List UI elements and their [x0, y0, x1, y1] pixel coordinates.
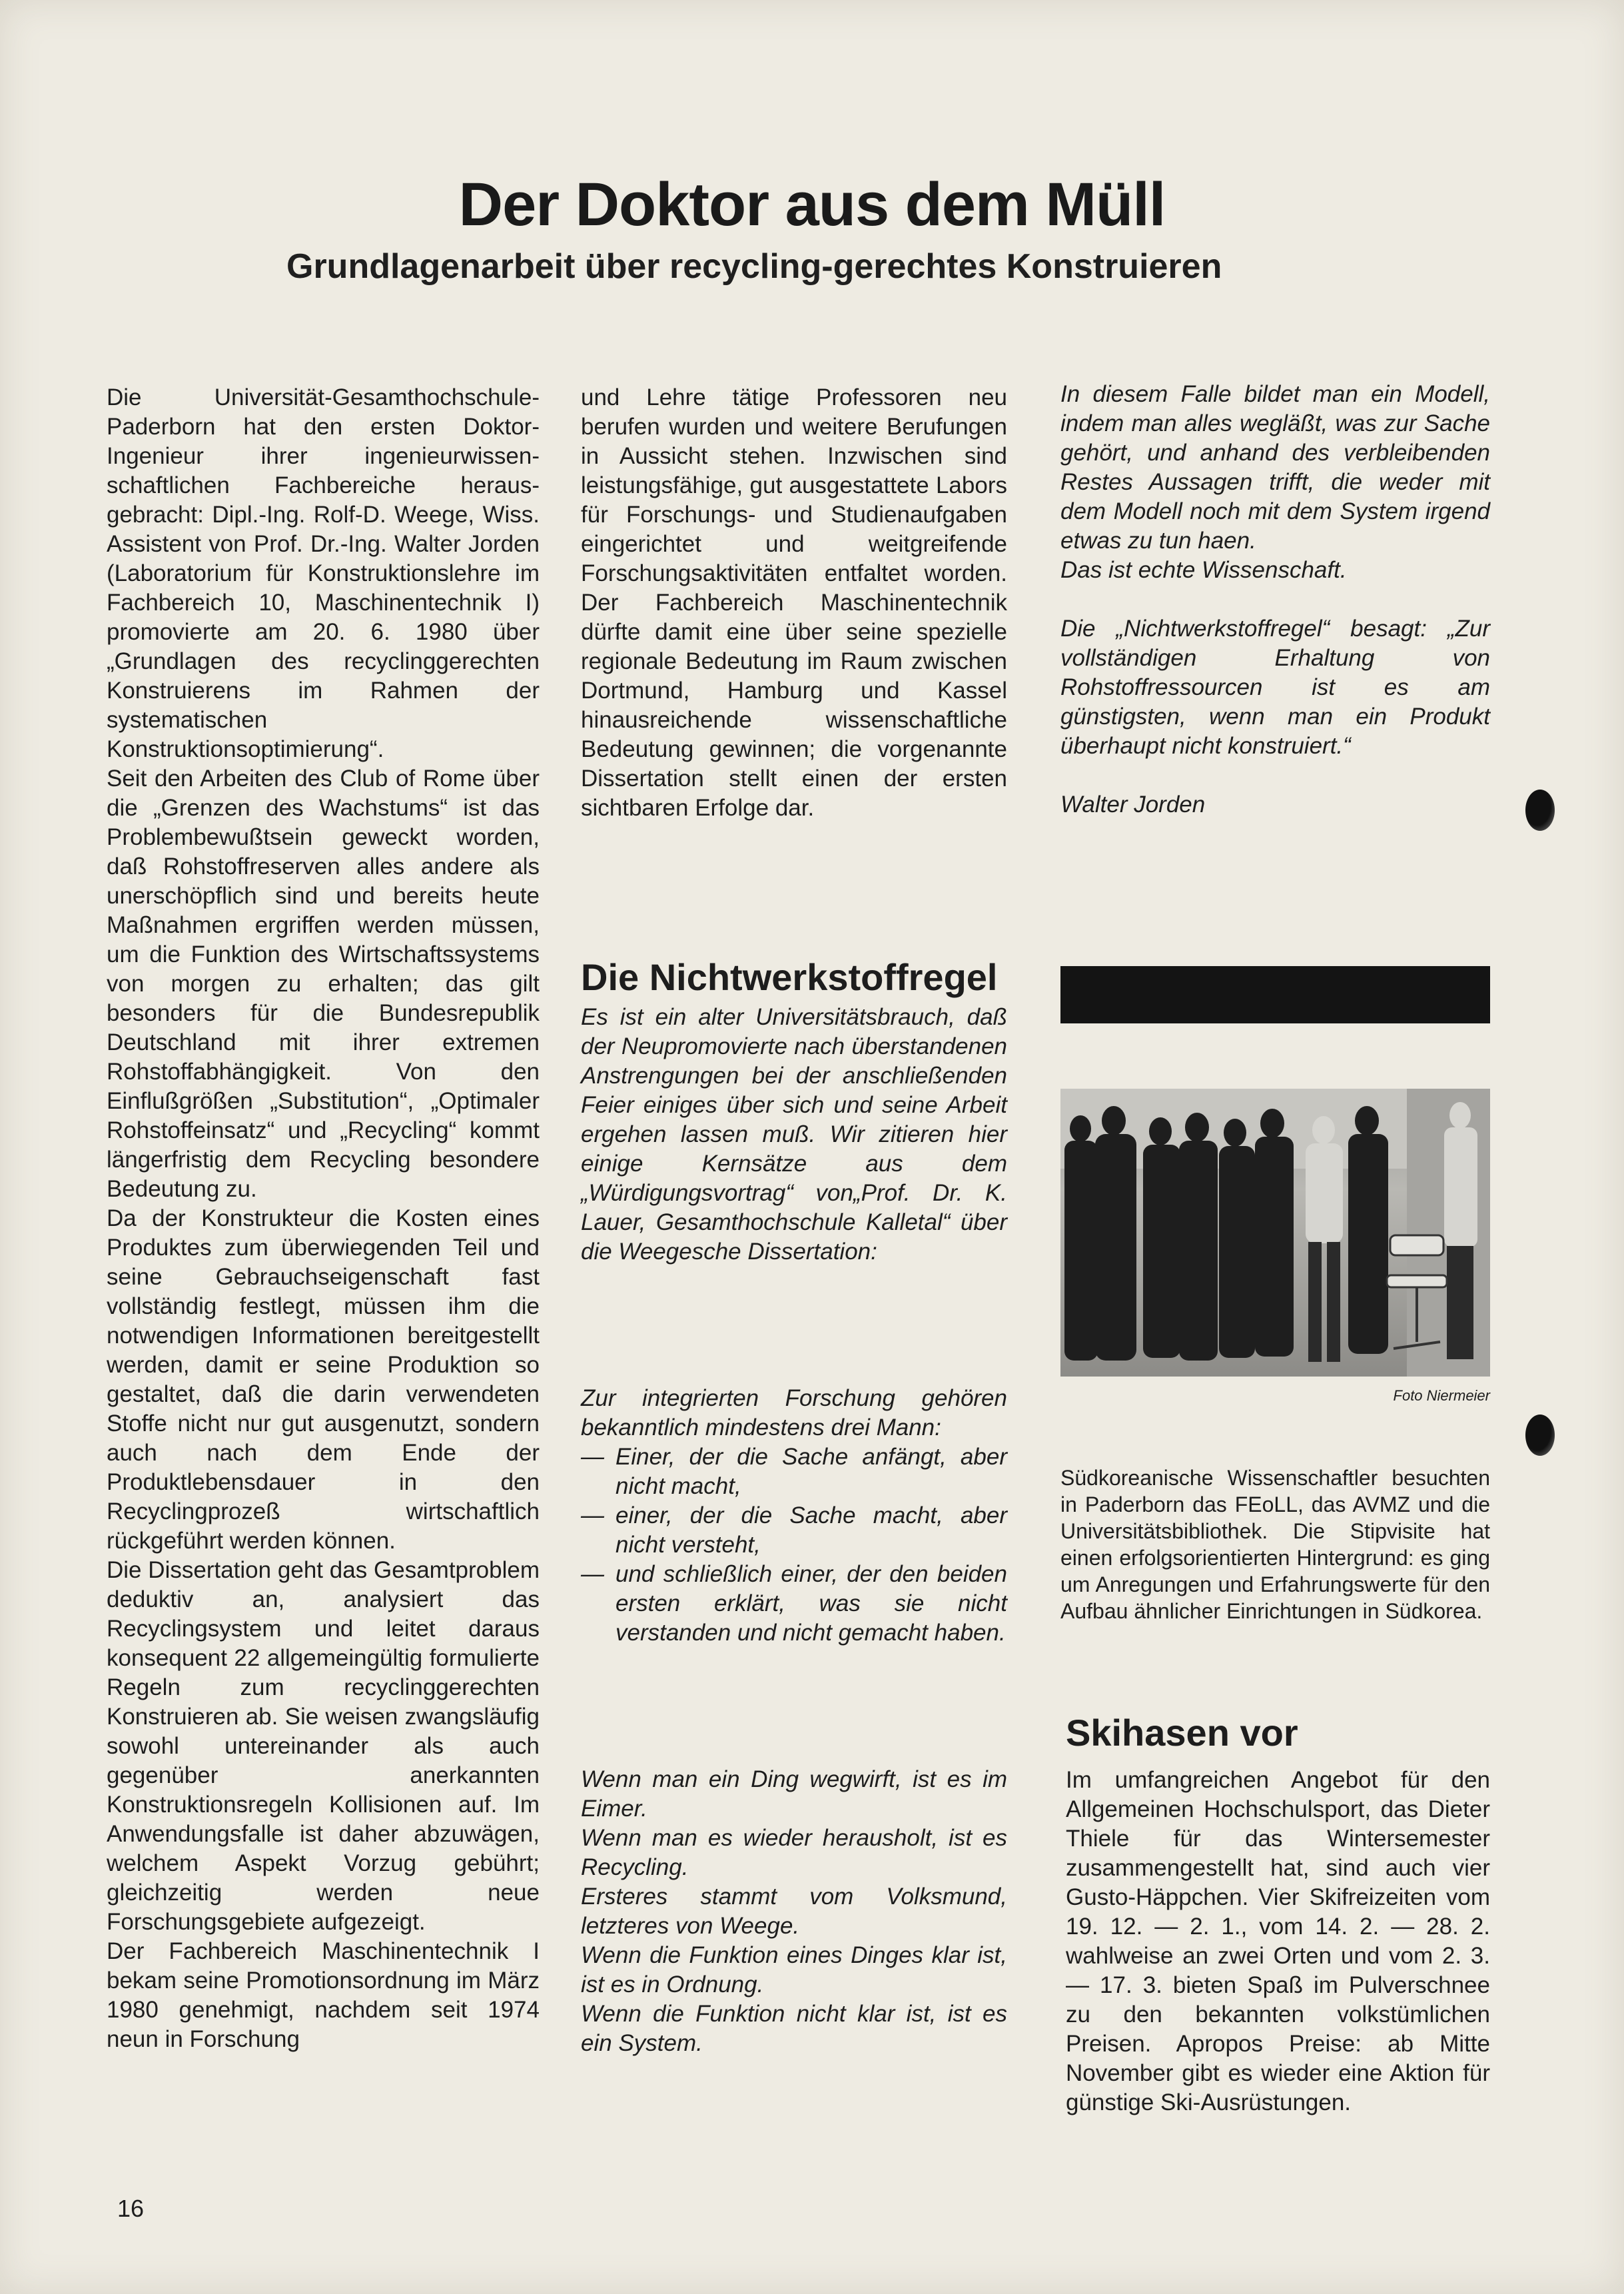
- photo-credit: Foto Niermeier: [1393, 1387, 1490, 1404]
- article-subheadline: Grundlagenarbeit über recycling-gerechtes Konstruieren: [286, 247, 1222, 286]
- ski-section-title: Skihasen vor: [1066, 1712, 1298, 1754]
- rule-quote: Die „Nichtwerkstoffregel“ besagt: „Zur vollständigen Erhaltung von Rohstoffressourcen ist es am günstigsten, wenn man ein Produkt überhaupt nicht konstruiert.“: [1060, 616, 1490, 759]
- research-list: [581, 1442, 1007, 1648]
- research-intro: Zur integrierten Forschung gehören bekanntlich mindestens drei Mann:: [581, 1385, 1007, 1440]
- saying: Wenn die Funktion nicht klar ist, ist es ein System.: [581, 2001, 1007, 2056]
- saying: Wenn man es wieder herausholt, ist es Recycling.: [581, 1825, 1007, 1880]
- column-1: [107, 383, 540, 2054]
- research-list-item: — und schließlich einer, der den beiden ersten erklärt, was sie nicht verstanden und nicht gemacht haben.: [581, 1560, 1007, 1648]
- article-headline: Der Doktor aus dem Müll: [458, 171, 1166, 239]
- col2-continued-text: und Lehre tätige Professoren neu berufen wurden und weitere Berufungen in Aussicht stehen. Inzwischen sind leistungsfähige, gut ausgestattete Labors für Forschungs- und Studienaufgaben eingerichtet und weitgreifende Forschungsaktivitäten entfaltet worden. Der Fachbereich Maschinentechnik dürfte damit eine über seine spezielle regionale Bedeutung im Raum zwischen Dortmund, Hamburg und Kassel hinausreichende wissenschaftliche Bedeutung gewinnen; die vorgenannte Dissertation stellt einen der ersten sichtbaren Erfolge dar.: [581, 384, 1007, 821]
- punch-hole: [1525, 1415, 1555, 1456]
- saying: Wenn die Funktion eines Dinges klar ist, ist es in Ordnung.: [581, 1942, 1007, 1998]
- punch-hole: [1525, 790, 1555, 831]
- quote-author: Walter Jorden: [1060, 792, 1206, 818]
- col1-paragraph: Die Dissertation geht das Gesamtproblem deduktiv an, analysiert das Recyclingsystem und leitet daraus konsequent 22 allgemeingültig formulierte Regeln zum recyclinggerechten Konstruieren ab. Sie weisen zwangsläufig sowohl untereinander als auch gegenüber anerkannten Konstruktionsregeln Kollisionen auf. Im Anwendungsfalle ist daher abzuwägen, welchem Aspekt Vorzug gebührt; gleichzeitig werden neue Forschungsgebiete aufgezeigt.: [107, 1557, 540, 1935]
- column-3: [1060, 380, 1490, 820]
- model-text: In diesem Falle bildet man ein Modell, indem man alles wegläßt, was zur Sache gehört, und anhand des verbleibenden Restes Aussagen trifft, die weder mit dem Modell noch mit dem System irgend etwas zu tun haen.: [1060, 381, 1490, 554]
- col1-paragraph: Die Universität-Gesamthochschule-Paderborn hat den ersten Doktor-Ingenieur ihrer ingenieurwissen-schaftlichen Fachbereiche heraus-gebracht: Dipl.-Ing. Rolf-D. Weege, Wiss. Assistent von Prof. Dr.-Ing. Walter Jorden (Laboratorium für Konstruktionslehre im Fachbereich 10, Maschinentechnik I) promovierte am 20. 6. 1980 über „Grundlagen des recyclinggerechten Konstruierens im Rahmen der systematischen Konstruktionsoptimierung“.: [107, 384, 540, 762]
- column-2: [581, 383, 1007, 2058]
- page-number: 16: [117, 2195, 145, 2222]
- black-bar: [1060, 966, 1490, 1023]
- group-photo: [1060, 1089, 1490, 1377]
- col1-paragraph: Der Fachbereich Maschinentechnik I bekam seine Promotionsordnung im März 1980 genehmigt, nachdem seit 1974 neun in Forschung: [107, 1938, 540, 2052]
- science-line: Das ist echte Wissenschaft.: [1060, 557, 1347, 583]
- saying: Ersteres stammt vom Volksmund, letzteres von Weege.: [581, 1884, 1007, 1939]
- photo-caption: Südkoreanische Wissenschaftler besuchten in Paderborn das FEoLL, das AVMZ und die Universitätsbibliothek. Die Stipvisite hat einen erfolgsorientierten Hintergrund: es ging um Anregungen und Erfahrungswerte für den Aufbau ähnlicher Einrichtungen in Südkorea.: [1060, 1466, 1490, 1623]
- saying: Wenn man ein Ding wegwirft, ist es im Eimer.: [581, 1766, 1007, 1822]
- research-list-item: — einer, der die Sache macht, aber nicht versteht,: [581, 1501, 1007, 1560]
- col1-paragraph: Seit den Arbeiten des Club of Rome über die „Grenzen des Wachstums“ ist das Problembewußtsein geweckt worden, daß Rohstoffreserven alles andere als unerschöpflich sind und bereits heute Maßnahmen ergriffen werden müssen, um die Funktion des Wirtschaftssystems von morgen zu erhalten; das gilt besonders für die Bundesrepublik Deutschland mit ihrer extremen Rohstoffabhängigkeit. Von den Einflußgrößen „Substitution“, „Optimaler Rohstoffeinsatz“ und „Recycling“ kommt längerfristig dem Recycling besondere Bedeutung zu.: [107, 766, 540, 1202]
- research-list-item: — Einer, der die Sache anfängt, aber nicht macht,: [581, 1442, 1007, 1501]
- section-title-nichtwerkstoffregel: Die Nichtwerkstoffregel: [581, 956, 998, 998]
- col1-paragraph: Da der Konstrukteur die Kosten eines Produktes zum überwiegenden Teil und seine Gebrauchseigenschaft fast vollständig festlegt, müssen ihm die notwendigen Informationen bereitgestellt werden, damit er seine Produktion so gestaltet, daß die darin verwendeten Stoffe nicht nur gut ausgenutzt, sondern auch nach dem Ende der Produktlebensdauer in den Recyclingprozeß wirtschaftlich rückgeführt werden können.: [107, 1205, 540, 1554]
- ski-section-text: Im umfangreichen Angebot für den Allgemeinen Hochschulsport, das Dieter Thiele für das Wintersemester zusammengestellt hat, sind auch vier Gusto-Häppchen. Vier Skifreizeiten vom 19. 12. — 2. 1., vom 14. 2. — 28. 2. wahlweise an zwei Orten und vom 2. 3. — 17. 3. bieten Spaß im Pulverschnee zu den bekannten volkstümlichen Preisen. Apropos Preise: ab Mitte November gibt es wieder eine Aktion für günstige Ski-Ausrüstungen.: [1066, 1767, 1490, 2115]
- section-intro: Es ist ein alter Universitätsbrauch, daß der Neupromovierte nach überstandenen Anstrengungen bei der anschließenden Feier einiges über sich und seine Arbeit ergehen lassen muß. Wir zitieren hier einige Kernsätze aus dem „Würdigungsvortrag“ von„Prof. Dr. K. Lauer, Gesamthochschule Kalletal“ über die Weegesche Dissertation:: [581, 1004, 1007, 1265]
